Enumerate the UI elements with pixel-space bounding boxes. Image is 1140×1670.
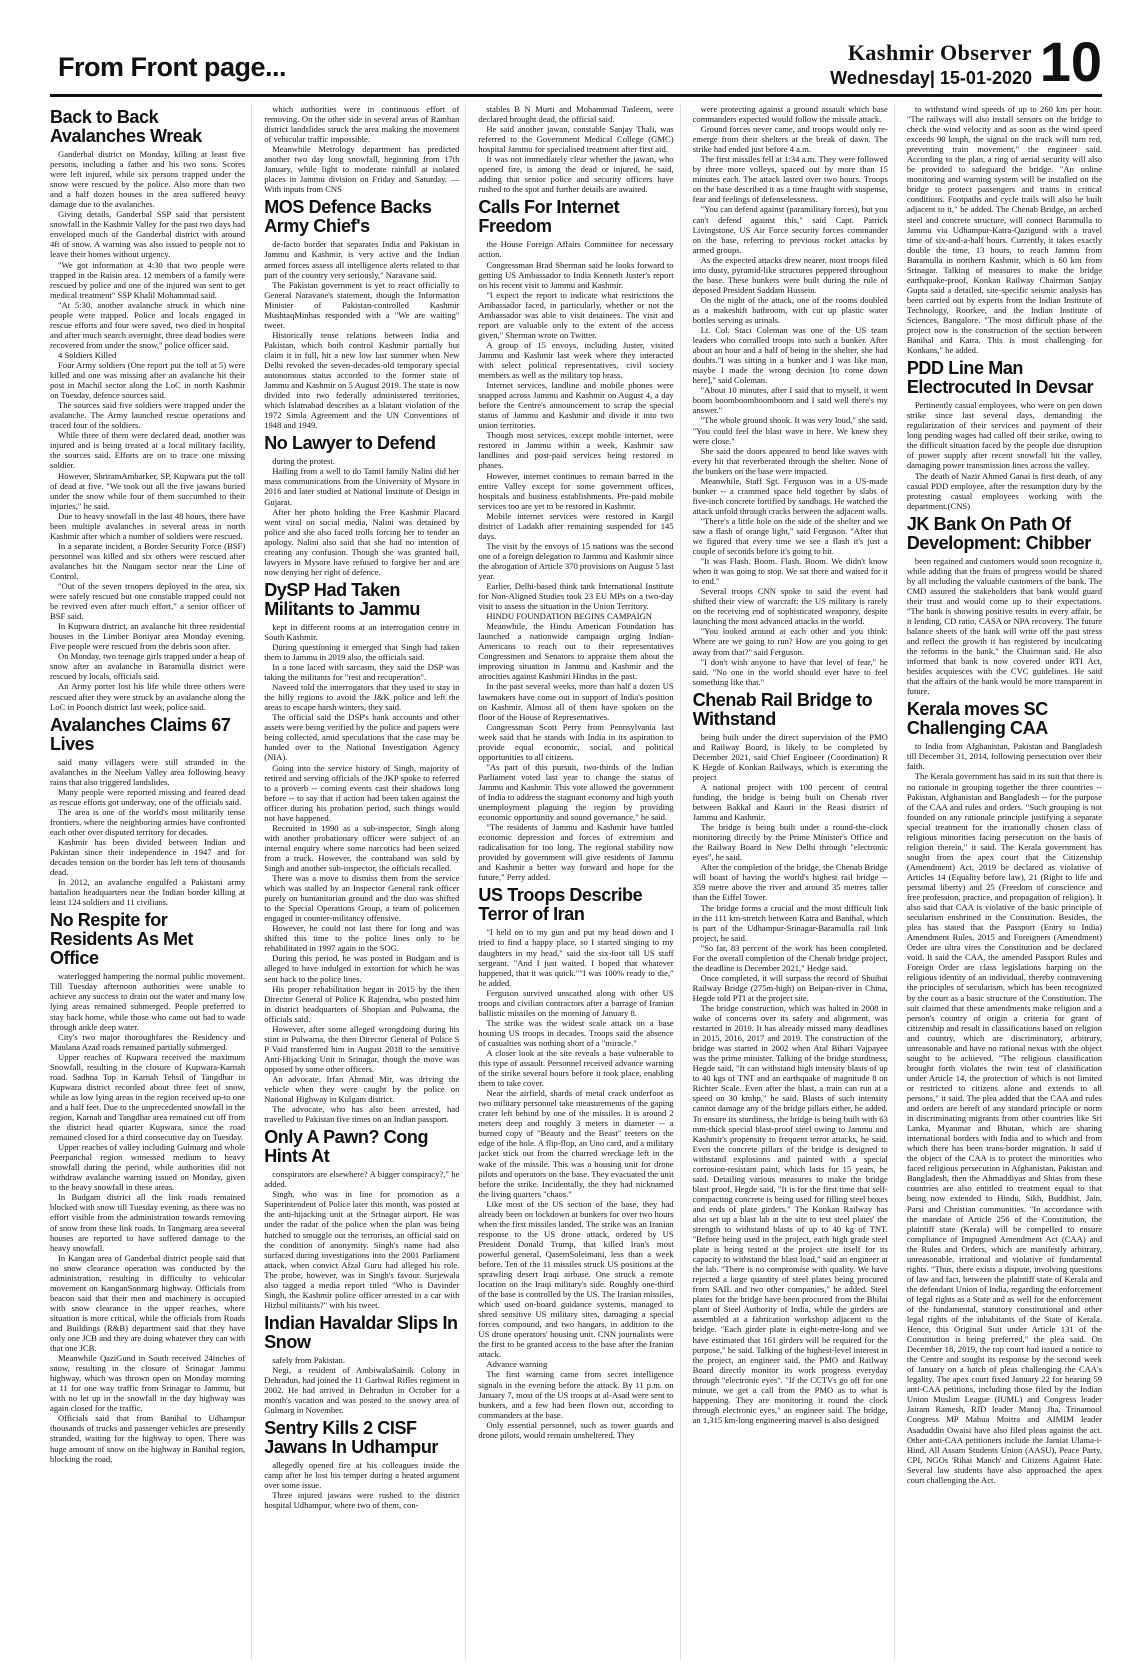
issue-date: Wednesday| 15-01-2020 [830, 68, 1032, 88]
article-paragraph: Pertinently casual employees, who were on pen down strike since last several days, demanding the regularization of their services and payment of their long pending wages had called off their strike, owing to the difficult situation faced by the people due disruption of power supply after recent snowfall hit the valley, damaging power transmission lines across the valley. [906, 400, 1103, 471]
article-paragraph: During this period, he was posted in Budgam and is alleged to have indulged in extortion for which he was sent back to the police lines. [264, 953, 460, 984]
article-paragraph: said many villagers were still stranded in the avalanches in the Neelum Valley area following heavy rains that also triggered landslides. [50, 756, 246, 787]
article-paragraph: allegedly opened fire at his colleagues inside the camp after he lost his temper during a heated argument over some issue. [264, 1460, 460, 1491]
article-paragraph: Congressman Brad Sherman said he looks forward to getting US Ambassador to India Kenneth Juster's report on his recent visit to Jammu and Kashmir. [478, 259, 674, 290]
article-paragraph: "About 10 minutes, after I said that to myself, it went boom boomboomboomboom and I said well there's my answer." [692, 385, 888, 416]
article-paragraph: Meanwhile Metrology department has predicted another two day long snowfall, beginning from 17th January, while light to moderate rainfall at isolated places in Jammu division on Friday and Saturday. —With inputs from CNS [264, 144, 460, 195]
article-paragraph: The sources said five soldiers were trapped under the avalanche. The Army launched rescue operations and traced four of the soldiers. [50, 400, 246, 431]
article-paragraph: Giving details, Ganderbal SSP said that persistent snowfall in the Kashmir Valley for the past two days had enveloped much of the Ganderbal district with around 4ft of snow. A warning was also issued to people not to leave their homes without urgency. [50, 209, 246, 260]
article-paragraph: The strike was the widest scale attack on a base housing US troops in decades. Troops said the absence of casualties was nothing short of a "miracle." [478, 1017, 674, 1048]
section-title: From Front page... [58, 52, 287, 82]
article-paragraph: Only essential personnel, such as tower guards and drone pilots, would remain unsheltered. They [478, 1419, 674, 1440]
article-paragraph: Kashmir has been divided between Indian and Pakistan since their independence in 1947 and for decades tension on the border has left tens of thousands dead. [50, 837, 246, 878]
page-number: 10 [1039, 30, 1102, 93]
article-paragraph: Internet services, landline and mobile phones were snapped across Jammu and Kashmir on August 4, a day before the Centre's announcement to scrap the special status of Jammu and Kashmir and divide it into two union territories. [478, 380, 674, 431]
article-paragraph: She said the doors appeared to bend like waves with every hit that reverberated through the shelter. None of the bunkers on the base were impacted. [692, 445, 888, 476]
article-paragraph: An advocate, Irfan Ahmad Mir, was driving the vehicle when they were caught by the police on National Highway in Kulgam district. [264, 1073, 460, 1105]
article-headline: Only A Pawn? Cong Hints At [264, 1127, 429, 1167]
article-paragraph: de-facto border that separates India and Pakistan in Jammu and Kashmir, is very active and the Indian armed forces assess all intelligence alerts related to that part of the country very seriously," Naravane said. [264, 239, 460, 280]
article-paragraph: "Out of the seven troopers deployed in the area, six were safely rescued but one constable trapped could not be revived even after much effort," a senior officer of BSF said. [50, 581, 246, 622]
article-paragraph: In Kupwara district, an avalanche hit three residential houses in the Limber Boniyar area Monday evening. Five people were rescued from the debris soon after. [50, 621, 246, 652]
article-paragraph: to India from Afghanistan, Pakistan and Bangladesh till December 31, 2014, following persecution over their faith. [906, 741, 1103, 772]
article-columns [50, 104, 1102, 1660]
article-paragraph: The bridge forms a crucial and the most difficult link in the 111 km-stretch between Katra and Banihal, which is part of the Udhampur-Srinagar-Baramulla rail link project, he said. [692, 902, 888, 943]
article-paragraph: In 2012, an avalanche engulfed a Pakistani army battalion headquarters near the Indian border killing at least 124 soldiers and 11 civilians. [50, 877, 246, 908]
article-paragraph: Negi, a resident of AmbiwalaSainik Colony in Dehradun, had joined the 11 Garhwal Rifles regiment in 2002. He had arrived in Dehradun in October for a month's vacation and was posted to the snowy area of Gulmarg in November. [264, 1364, 460, 1416]
masthead [830, 40, 1032, 89]
article-headline: MOS Defence Backs Army Chief's [264, 197, 432, 237]
article-headline: Indian Havaldar Slips In Snow [264, 1312, 458, 1352]
article-paragraph: Historically tense relations between India and Pakistan, which both control Kashmir partially but claim it in full, hit a new low last summer when New Delhi revoked the seven-decades-old temporary special autonomous status accorded to the former state of Jammu and Kashmir on 5 August 2019. The state is now divided into two federally administered territories, which Islamabad describes as a blatant violation of the 1972 Simla Agreement and the UN Conventions of 1948 and 1949. [264, 329, 460, 431]
article-headline: US Troops Describe Terror of Iran [478, 885, 643, 925]
article-paragraph: Like most of the US section of the base, they had already been on lockdown at bunkers for over two hours when the first missiles landed. The strike was an Iranian response to the US drone attack, ordered by US President Donald Trump, that killed Iran's most powerful general, QasemSoleimani, less than a week before. Ten of the 11 missiles struck US positions at the sprawling desert Iraqi airbase. One struck a remote location on the Iraqi military's side. Roughly one-third of the base is controlled by the US. The Iranian missiles, which used on-board guidance systems, managed to shred sensitive US military sites, damaging a special forces compound, and two hangars, in addition to the US drone operators' housing unit. CNN journalists were the first to be granted access to the base after the Iranian attack. [478, 1198, 674, 1360]
article-headline: No Lawyer to Defend [264, 433, 436, 454]
article-paragraph: Many people were reported missing and feared dead as rescue efforts got underway, one of the officials said. [50, 786, 246, 807]
article-paragraph: Earlier, Delhi-based think tank International Institute for Non-Aligned Studies took 23 EU MPs on a two-day visit to assess the situation in the Union Territory. [478, 581, 674, 612]
article-paragraph: "There's a little hole on the side of the shelter and we saw a flash of orange light," said Ferguson. "After that we figured that every time we see a flash it's just a couple of seconds before it's going to hit. [692, 515, 888, 557]
article-paragraph: "You looked around at each other and you think: Where are we going to run? How are you going to get away from that?" said Ferguson. [692, 626, 888, 657]
article-paragraph: The death of Nazir Ahmed Ganai is first death, of any casual PDD employee, after the resumption duty by the protesting casual employees working with the department.(CNS) [906, 470, 1103, 511]
column-2 [264, 104, 466, 1660]
article-paragraph: "I expect the report to indicate what restrictions the Ambassador faced, in particularly, whether or not the Ambassador was able to visit detainees. The visit and report are valuable only to the extent of the access given," Sherman wrote on Twitter. [478, 289, 674, 340]
article-paragraph: kept in different rooms at an interrogation centre in South Kashmir. [264, 621, 460, 642]
article-headline: No Respite for Residents As Met Office [50, 910, 193, 969]
article-paragraph: "The whole ground shook. It was very loud," she said. "You could feel the blast wave in here. We knew they were close." [692, 415, 888, 446]
page-header [50, 30, 1102, 97]
article-paragraph: "You can defend against (paramilitary forces), but you can't defend against this," said Capt. Patrick Livingstone, US Air Force security forces commander on the base, referring to previous rocket attacks by armed groups. [692, 204, 888, 255]
article-paragraph: City's two major thoroughfares the Residency and Maulana Azad roads remained partially submerged. [50, 1031, 246, 1052]
article-paragraph: In a separate incident, a Border Security Force (BSF) personnel was killed and six others were rescued after avalanches hit the Naugam sector near the Line of Control. [50, 540, 246, 581]
article-paragraph: were protecting against a ground assault which base commanders expected would follow the missile attack. [692, 104, 888, 125]
article-paragraph: The official said the DSP's bank accounts and other assets were being verified by the police and papers were being collected, amid speculations that the case may be handed over to the National Investigation Agency (NIA). [264, 712, 460, 763]
article-paragraph: which authorities were in continuous effort of removing. On the other side in several areas of Ramban district landslides struck the area making the movement of vehicular traffic impossible. [264, 104, 460, 145]
article-paragraph: Three injured jawans were rushed to the district hospital Udhampur, where two of them, con- [264, 1490, 460, 1511]
article-headline: Kerala moves SC Challenging CAA [906, 699, 1048, 739]
article-paragraph: Meanwhile QaziGund in South received 24inches of snow, resulting in the closure of Srinagar Jammu highway, which was thrown open on Monday morning at 11 for one way traffic from Srinagar to Jammu, but with no let up in the snowfall in the day highway was again closed for the traffic. [50, 1353, 246, 1414]
article-paragraph: The area is one of the world's most militarily tense frontiers, where the neighboring armies have confronted each other over disputed territory for decades. [50, 806, 246, 837]
article-paragraph: As the expected attacks drew nearer, most troops filed into dusty, pyramid-like structures peppered throughout the base. These bunkers were built during the rule of deposed President Saddam Hussein. [692, 254, 888, 295]
paper-name: Kashmir Observer [847, 40, 1032, 65]
article-paragraph: Upper reaches of Kupwara received the maximum Snowfall, resulting in the closure of Kupwara-Karnah road. Sadhna Top in Karnah Tehsil of Tangdhar in Kupwara district recorded about three feet of snow, while as low lying areas in the region received up-to one and a half feet. Due to the unprecedented snowfall in the region, Karnah and Tangdhar area remained cut off from the district head quarter Kupwara, since the road remained closed for a third consecutive day on Tuesday. [50, 1051, 246, 1143]
article-paragraph: It was not immediately clear whether the jawan, who opened fire, is among the dead or injured, he said, adding that senior police and security officers have rushed to the spot and further details are awaited. [478, 154, 674, 195]
article-paragraph: There was a move to dismiss them from the service which was stalled by an Inspector General rank officer purely on humanitarian ground and the duo was shifted to the Special Operations Group, a team of policemen engaged in counter-militancy offensive. [264, 873, 460, 924]
article-paragraph: On Monday, two teenage girls trapped under a heap of snow after an avalanche in Baramulla district were rescued by locals, officials said. [50, 651, 246, 682]
article-paragraph: During questioning it emerged that Singh had taken them to Jammu in 2019 also, the officials said. [264, 641, 460, 663]
article-paragraph: Officials said that from Banihal to Udhampur thousands of trucks and passenger vehicles are presently stranded, waiting for the highway to open. There was huge amount of snow on the highway in Banihal region, blocking the road, [50, 1413, 246, 1464]
article-paragraph: Hailing from a well to do Tamil family Nalini did her mass communications from the University of Mysore in 2016 and later studied at National Institute of Design in Gujarat. [264, 466, 460, 507]
article-headline: Sentry Kills 2 CISF Jawans In Udhampur [264, 1418, 439, 1458]
article-paragraph: Mobile internet services were restored in Kargil district of Ladakh after remaining suspended for 145 days. [478, 510, 674, 541]
article-paragraph: However, after some alleged wrongdoing during his stint in Pulwama, the then Director General of Police S P Vaid transferred him in August 2018 to the sensitive Anti-Hijacking Unit in Srinagar, though the move was opposed by some other officers. [264, 1023, 460, 1074]
column-1 [50, 104, 252, 1660]
article-paragraph: The bridge construction, which was halted in 2008 in wake of concerns over its safety and alignment, was restarted in 2010. It has already missed many deadlines in 2015, 2016, 2017 and 2019. The construction of the bridge was started in 2002 when Atal Bihari Vajpayee was the prime minister. Talking of the bridge sturdiness, Hegde said, "It can withstand high intensity blasts of up to 40 kgs of TNT and an earthquake of magnitude 8 on Richter Scale. Even after the blast, a train can run at a speed on 30 kmhp," he said. Blasts of such intensity cannot damage any of the bridge pillars either, he added. To ensure its sturdiness, the bridge is being built with 63 mm-thick special blast-proof steel owing to Jammu and Kashmir's propensity to frequent terror attacks, he said. Even the concrete pillars of the bridge is designed to withstand explosions and painted with a special corrosion-resistant paint, which lasts for 15 years, he said. Detailing various measures to make the bridge blast proof, Hegde said, "It is for the first time that self-compacting concrete is being used for filling steel boxes and ends of plate girders." The Konkan Railway has also set up a blast lab at the site to test steel plates' the strength to withstand blasts of up to 40 kg of TNT. "Before being used in the project, each high grade steel plate is being tested at the project site itself for its capacity to withstand the blast load," said an engineer at the lab. "There is no compromise with quality. We have rejected a large quantity of steel plates being procured from SAIL and two other companies," he added. Steel plates for the bridge have been procured from the Bhilai plant of Steel Authority of India, while the girders are assembled at a fabrication workshop adjacent to the bridge. "Each girder plate is eight-metre-long and we have estimated that 161 girders will be required for the purpose," he said. Talking of the highest-level interest in the project, an engineer said, the PMO and Railway Board directly monitor its work progress everyday through "electronic eyes". "If the CCTVs go off for one minute, we get a call from the PMO as to what is happening. They are monitoring it round the clock through electronic eyes," an engineer said. The bridge, an 1,315 km-long engineering marvel is also designed [692, 1002, 888, 1425]
article-paragraph: However, ShriramAmbarker, SP, Kupwara put the toll of dead at five. "We took out all the five jawans buried under the snow while four of them succumbed to their injuries," he said. [50, 470, 246, 511]
article-headline: Back to Back Avalanches Wreak [50, 107, 202, 146]
article-paragraph: He said another jawan, constable Sanjay Thali, was referred to the Government Medical College (GMC) hospital Jammu for specialised treatment after first aid. [478, 124, 674, 155]
article-paragraph: Going into the service history of Singh, majority of retired and serving officials of the JKP spoke to referred to a proverb -- coming events cast their shadows long before -- to say that if action had been taken against the officer during his probation period, such things would not have happened. [264, 762, 460, 823]
article-paragraph: A national project with 100 percent of central funding, the bridge is being built on Chenab river between Bakkal and Kauri in the Reasi district of Jammu and Kashmir. [692, 781, 888, 823]
article-paragraph: Recruited in 1990 as a sub-inspector, Singh along with another probationary officer were subject of an internal enquiry where some narcotics had been seized from a truck. However, the contraband was sold by Singh and another sub-inspector, the officials recalled. [264, 822, 460, 873]
article-paragraph: 4 Soldiers Killed [58, 349, 117, 360]
article-paragraph: been regained and customers would soon recognize it, while adding that the fruits of progress would be shared by all including the valuable customers of the bank. The CMD assured the stakeholders that bank would guard their trust and would come up to their expectations. "The bank is showing positive results in every affair, be it lending, CD ratio, CASA or NPA recovery. The future balance sheets of the bank will write off the past stress and reflect the growth it has registered by inculcating the reforms in the bank," the Chairman said. He also informed that bank is now covered under RTI Act, besides acquiesces with the CVC guidelines. He said that the affairs of the bank would be more transparent in future. [906, 555, 1103, 697]
article-paragraph: "So far, 83 percent of the work has been completed. For the overall completion of the Chenab bridge project, the deadline is December 2021," Hedge said. [692, 942, 888, 973]
article-paragraph: Congressman Scott Perry from Pennsylvania last week said that he stands with India in its aspiration to provide equal economic, social, and political opportunities to all citizens. [478, 721, 674, 762]
article-paragraph: The bridge is being built under a round-the-clock monitoring directly by the Prime Minister's Office and the Railway Board in New Delhi through "electronic eyes", he said. [692, 822, 888, 863]
article-paragraph: The first warning came from secret intelligence signals in the evening before the attack. By 11 p.m. on January 7, most of the US troops at al-Asad were sent to bunkers, and a few had been flown out, according to commanders at the base. [478, 1369, 674, 1420]
article-paragraph: Near the airfield, shards of metal crack underfoot as two military personnel take measurements of the gaping crater left behind by one of the missiles. It is around 2 meters deep and roughly 3 meters in diameter -- a burned copy of "Beauty and the Beast" teeters on the edge of the hole. A flip-flop, an Uno card, and a military jacket stick out from the charred wreckage left in the wake of the missile. This was a housing unit for drone pilots and operators on the base. They evacuated the unit before the strike. Incidentally, the they had nicknamed the living quarters "chaos." [478, 1088, 674, 1199]
article-paragraph: Several troops CNN spoke to said the event had shifted their view of warcraft: the US military is rarely on the receiving end of sophisticated weaponry, despite launching the most advanced attacks in the world. [692, 586, 888, 627]
article-paragraph: Meanwhile, Staff Sgt. Ferguson was in a US-made bunker -- a crammed space held together by slabs of five-inch concrete fortified by sandbags. He watched the attack unfold through cracks between the adjacent walls. [692, 475, 888, 516]
article-paragraph: during the protest. [272, 456, 335, 467]
article-paragraph: to withstand wind speeds of up to 260 km per hour. "The railways will also install sensors on the bridge to check the wind velocity and as soon as the wind speed exceeds 90 kmph, the signal on the track will turn red, preventing train movement," the engineer said. According to the plan, a ring of aerial security will also be provided to safeguard the bridge. "An online monitoring and warning system will be installed on the bridge to protect passengers and trains in critical conditions. Footpaths and cycle trails will also be built adjacent to it," he added. The Chenab Bridge, an arched steel and concrete structure, will connect Baramulla to Jammu via Udhampur-Katra-Qazigund with a travel time of six-and-a-half hours. Currently, it takes exactly double the time, 13 hours, to reach Jammu from Baramulla in northern Kashmir, which is 60 km from Srinagar. Talking of measures to make the bridge earthquake-proof, Konkan Railway Chairman Sanjay Gupta said a detailed, site-specific seismic analysis has been carried out by experts from the Indian Institute of Technology, Roorkee, and the Indian Institute of Sciences, Bangalore. "The most difficult phase of the project now is the construction of the section between Banihal and Katra. This is most challenging for Konkans," he added. [906, 104, 1103, 356]
article-headline: Avalanches Claims 67 Lives [50, 714, 231, 754]
article-headline: Calls For Internet Freedom [478, 197, 620, 237]
article-paragraph: Singh, who was in line for promotion as a Superintendent of Police later this month, was posted at the anti-hijacking unit at the Srinagar airport. He was under the radar of the police when the plan was being hatched to smuggle out the terrorists, an official said on the condition of anonymity. Singh's name had also surfaced during investigations into the 2001 Parliament attack, when convict Afzal Guru had alleged his role. The probe, however, was in Singh's favour. Surjewala also tagged a media report titled "Who is Davinder Singh, the Kashmir police officer arrested in a car with Hizbul militants?" with his tweet. [264, 1189, 460, 1310]
article-paragraph: Meanwhile, the Hindu American Foundation has launched a nationwide campaign urging Indian-Americans to reach out to their representatives Congressmen and Senators to appraise them about the improving situation in Jammu and Kashmir and the atrocities against Kashmiri Hindus in the past. [478, 621, 674, 682]
article-paragraph: Ground forces never came, and troops would only re-emerge from their shelters at the break of dawn. The strike had ended just before 4 a.m. [692, 124, 888, 155]
article-paragraph: Though most services, except mobile internet, were restored in Jammu within a week, Kashmir saw landlines and post-paid services being restored in phases. [478, 430, 674, 471]
article-paragraph: the House Foreign Affairs Committee for necessary action. [478, 239, 674, 260]
article-paragraph: Advance warning [486, 1359, 548, 1370]
article-paragraph: Ferguson survived unscathed along with other US troops and civilian contractors after a barrage of Iranian ballistic missiles on the morning of January 8. [478, 987, 674, 1018]
column-4 [693, 104, 895, 1660]
article-paragraph: Due to heavy snowfall in the last 48 hours, there have been multiple avalanches in several areas in north Kashmir after which a number of soldiers were rescued. [50, 510, 246, 541]
article-paragraph: His proper rehabilitation began in 2015 by the then Director General of Police K Rajendra, who posted him in district headquarters of Shopian and Pulwama, the officials said. [264, 983, 460, 1024]
article-paragraph: After her photo holding the Free Kashmir Placard went viral on social media, Nalini was detained by police and she also faced trolls forcing her to tender an apology. Nalini also said that she had no intention of creating any confusion. Though she was granted bail, lawyers in Mysore have refused to forgive her and are now denying her right of defence. [264, 506, 460, 577]
article-headline: Chenab Rail Bridge to Withstand [692, 689, 873, 729]
article-paragraph: "As part of this pursuit, two-thirds of the Indian Parliament voted last year to change the status of Jammu and Kashmir. This vote allowed the government of India to address the stagnant economy and high youth unemployment plaguing the region by providing economic opportunity and sound governance," he said. [478, 761, 674, 823]
column-5 [907, 104, 1102, 1660]
article-paragraph: After the completion of the bridge, the Chenab Bridge will boast of having the world's highest rail bridge -- 359 metre above the river and around 35 metres taller than the Eiffel Tower. [692, 862, 888, 903]
article-paragraph: being built under the direct supervision of the PMO and Railway Board, is likely to be completed by December 2021, said Chief Engineer (Coordination) R K Hegde of Konkan Railways, which is executing the project [692, 731, 888, 782]
article-paragraph: stables B N Murti and Mohammad Tasleem, were declared brought dead, the official said. [478, 104, 674, 125]
article-headline: PDD Line Man Electrocuted In Devsar [906, 358, 1094, 398]
article-paragraph: The Kerala government has said in its suit that there is no rationale in grouping together the three countries -- Pakistan, Afghanistan and Bangladesh -- for the purpose of the CAA and rules and orders. "Such grouping is not founded on any rationale principle justifying a separate special treatment for the irrationally chosen class of religious minorities facing persecution on the basis of religion therein," it said. The Kerala government has sought from the apex court that the Citizenship (Amendment) Act, 2019 be declared as violative of Articles 14 (Equality before law), 21 (Right to life and personal liberty) and 25 (Freedom of conscience and free profession, practice, and propagation of religion). It also said that CAA is violative of the basic principle of secularism enshrined in the Constitution. Besides, the plea has stated that the Passport (Entry to India) Amendment Rules, 2015 and Foreigners (Amendment) Order are ultra vires the Constitution and be declared void. It said the CAA, the amended Passport Rules and Foreign Order are class legislations harping on the religious identity of an individual, thereby contravening the principles of secularism, which has been recognized by the court as a basic structure of the Constitution. The suit claimed that these amendments make religion and a person's country of origin a criteria for grant of citizenship and result in classifications based on religion and country, which are discriminatory, arbitrary, unreasonable and have no rational nexus with the object sought to be achieved. "The religious classification brought forth violates the twin test of classification under Article 14, the protection of which is not limited or restricted to citizens alone and extends to all persons," it said. The plea added that the CAA and rules and orders are bereft of any standard principle or norm in discriminating migrants from other countries like Sri Lanka, Myanmar and Bhutan, which are sharing international borders with India and to which and from which there has been trans-border migration. It said if the object of the CAA is to protect the minorities who faced religious persecution in Afghanistan, Pakistan and Bangladesh, then the Ahmaddiyas and Shias from these countries are also entitled to treatment equal to that being now extended to Hindu, Sikh, Buddhist, Jain, Parsi and Christian communities. "In accordance with the mandate of Article 256 of the Constitution, the plaintiff state (Kerala) will be compelled to ensure compliance of Impugned Amendment Act (CAA) and the Rules and Orders, which are manifestly arbitrary, unreasonable, irrational and violative of fundamental rights. "Thus, there exists a dispute, involving questions of law and fact, between the plaintiff state of Kerala and the defendant Union of India, regarding the enforcement of legal rights as a State and as well for the enforcement of the fundamental, statutory constitutional and other legal rights of the inhabitants of the State of Kerala. Hence, this Original Suit under Article 131 of the Constitution is being preferred," the plea said. On December 18, 2019, the top court had issued a notice to the Centre and sought its response by the second week of January on a batch of pleas challenging the CAA's legality. The apex court fixed January 22 for hearing 59 anti-CAA petitions, including those filed by the Indian Union Muslim League (IUML) and Congress leader Jairam Ramesh, RJD leader Manoj Jha, Trinamool Congress MP Mahua Moitra and AIMIM leader Asaduddin Owaisi have also filed pleas against the act. Other anti-CAA petitioners include the Jamiat Ulama-i-Hind, All Assam Students Union (AASU), Peace Party, CPI, NGOs 'Rihai Manch' and Citizens Against Hate. Several law students have also approached the apex court challenging the Act. [906, 771, 1103, 1485]
article-paragraph: "At 5:30, another avalanche struck in which nine people were trapped. Police and locals engaged in rescue efforts and four were saved, two died in hospital and after much search overnight, three dead bodies were recovered from under the snow," police officer said. [50, 299, 246, 350]
article-paragraph: An Army porter lost his life while three others were rescued after they were struck by an avalanche along the LoC in Poonch district last week, police said. [50, 681, 246, 712]
article-paragraph: In a tone laced with sarcasm, they said the DSP was taking the militants for "rest and recuperation". [264, 662, 460, 683]
article-paragraph: conspirators are elsewhere? A bigger conspiracy?," he added. [264, 1169, 460, 1190]
article-paragraph: The first missiles fell at 1:34 a.m. They were followed by three more volleys, spaced out by more than 15 minutes each. The attack lasted over two hours. Troops on the base described it as a time fraught with suspense, fear and feelings of defenselessness. [692, 154, 888, 205]
article-paragraph: However, internet continues to remain barred in the entire Valley except for some government offices, hospitals and business establishments. Pre-paid mobile services too are yet to be restored in Kashmir. [478, 470, 674, 511]
article-paragraph: "I held on to my gun and put my head down and I tried to find a happy place, so I started singing to my daughters in my head," said the six-foot tall US staff sergeant. "And I just waited. I hoped that whatever happened, that it was quick.""I was 100% ready to die," he added. [478, 927, 674, 988]
article-paragraph: However, he could not last there for long and was shifted this time to the police lines only to be rehabilitated in 1997 again in the SOG. [264, 923, 460, 954]
article-paragraph: "It was Flash. Boom. Flash. Boom. We didn't know when it was going to stop. We sat there and waited for it to end." [692, 556, 888, 587]
article-paragraph: "The residents of Jammu and Kashmir have battled economic depression and forces of extremism and radicalisation for too long. The regional stability now provided by government will give residents of Jammu and Kashmir a better way forward and hope for the future," Perry added. [478, 822, 674, 883]
article-paragraph: safely from Pakistan. [272, 1354, 345, 1365]
article-paragraph: Once completed, it will surpass the record of Shuibai Railway Bridge (275m-high) on Beipan-river in China, Hegde told PTI at the project site. [692, 972, 888, 1003]
article-paragraph: A closer look at the site reveals a base vulnerable to this type of assault. Personnel received advance warning of the strike several hours before it took place, enabling them to take cover. [478, 1047, 674, 1089]
article-paragraph: Four Army soldiers (One report put the toll at 5) were killed and one was missing after an avalanche hit their post in Machil sector along the LoC in north Kashmir on Tuesday, defence sources said. [50, 359, 246, 401]
article-paragraph: "We got information at 4:30 that two people were trapped in the Raisin area. 12 members of a family were rescued by police and one of the injured was sent to get medical treatment" SSP Khalil Mohammad said. [50, 259, 246, 300]
article-paragraph: "I don't wish anyone to have that level of fear," he said. "No one in the world should ever have to feel something like that." [692, 656, 888, 687]
column-3 [478, 104, 680, 1660]
article-paragraph: On the night of the attack, one of the rooms doubled as a makeshift bathroom, with cut up plastic water bottles serving as urinals. [692, 294, 888, 325]
article-headline: JK Bank On Path Of Development: Chibber [906, 513, 1091, 553]
article-paragraph: The advocate, who has also been arrested, had travelled to Pakistan five times on an Indian passport. [264, 1104, 460, 1125]
article-paragraph: In the past several weeks, more than half a dozen US lawmakers have come out in support of India's position on Kashmir. Almost all of them have spoken on the floor of the House of Representatives. [478, 681, 674, 722]
article-paragraph: The visit by the envoys of 15 nations was the second one of a foreign delegation to Jammu and Kashmir since the abrogation of Article 370 provisions on August 5 last year. [478, 540, 674, 581]
article-paragraph: Naveed told the interrogators that they used to stay in the hilly regions to avoid the J&K police and left the areas to escape harsh winters, they said. [264, 682, 460, 713]
article-paragraph: The Pakistan government is yet to react officially to General Naravane's statement, though the Information Minister of Pakistan-controlled Kashmir MushtaqMinhas responded with a "We are waiting" tweet. [264, 279, 460, 330]
article-paragraph: In Budgam district all the link roads remained blocked with snow till Tuesday evening, as there was no effort visible from the administration towards removing of snow from these link roads. In Tangmarg area several houses are reported to have suffered damage to the heavy snowfall. [50, 1192, 246, 1253]
article-paragraph: Ganderbal district on Monday, killing at least five persons, including a father and his two sons. Scores were left injured, while six persons trapped under the snow were rescued by the police. Also more than two and a half dozen houses in the area suffered heavy damage due to the avalanches. [50, 149, 246, 210]
article-paragraph: Lt. Col. Staci Coleman was one of the US team leaders who corralled troops into such a bunker. After about an hour and a half of being in the shelter, she had doubts."I was sitting in a bunker and I was like man, maybe I made the wrong decision [to come down here]," said Coleman. [692, 325, 888, 386]
article-paragraph: A group of 15 envoys, including Juster, visited Jammu and Kashmir last week where they interacted with select political representatives, civil society members as well as the military top brass. [478, 339, 674, 381]
article-paragraph: waterlogged hampering the normal public movement. Till Tuesday afternoon authorities were unable to achieve any success to drain out the water and many low lying areas remained submerged. People preferred to stay back home, while those who came out had to wade through ankle deep water. [50, 971, 246, 1032]
article-paragraph: Upper reaches of valley including Gulmarg and whole Peerpanchal region witnessed medium to heavy snowfall during the period, while authorities did not withdraw avalanche warning issued on Monday, given to the heavy snowfall in these areas. [50, 1142, 246, 1193]
article-paragraph: HINDU FOUNDATION BEGINS CAMPAIGN [486, 611, 653, 622]
article-paragraph: While three of them were declared dead, another was injured and is being treated at a local military facility, the sources said. Efforts are on to trace one missing soldier. [50, 430, 246, 471]
article-paragraph: In Kangan area of Ganderbal district people said that no snow clearance operation was conducted by the administration, resulting in difficulty to vehicular movement on KanganSonmarg highway. Officials from beacon said that their men and machinery is occupied with snow clearance in the upper reaches, where situation is more critical, while the officials from Roads and Buildings (R&B) department said that they have only one JCB and they are doing whatever they can with that one JCB. [50, 1252, 246, 1354]
article-headline: DySP Had Taken Militants to Jammu [264, 579, 421, 619]
